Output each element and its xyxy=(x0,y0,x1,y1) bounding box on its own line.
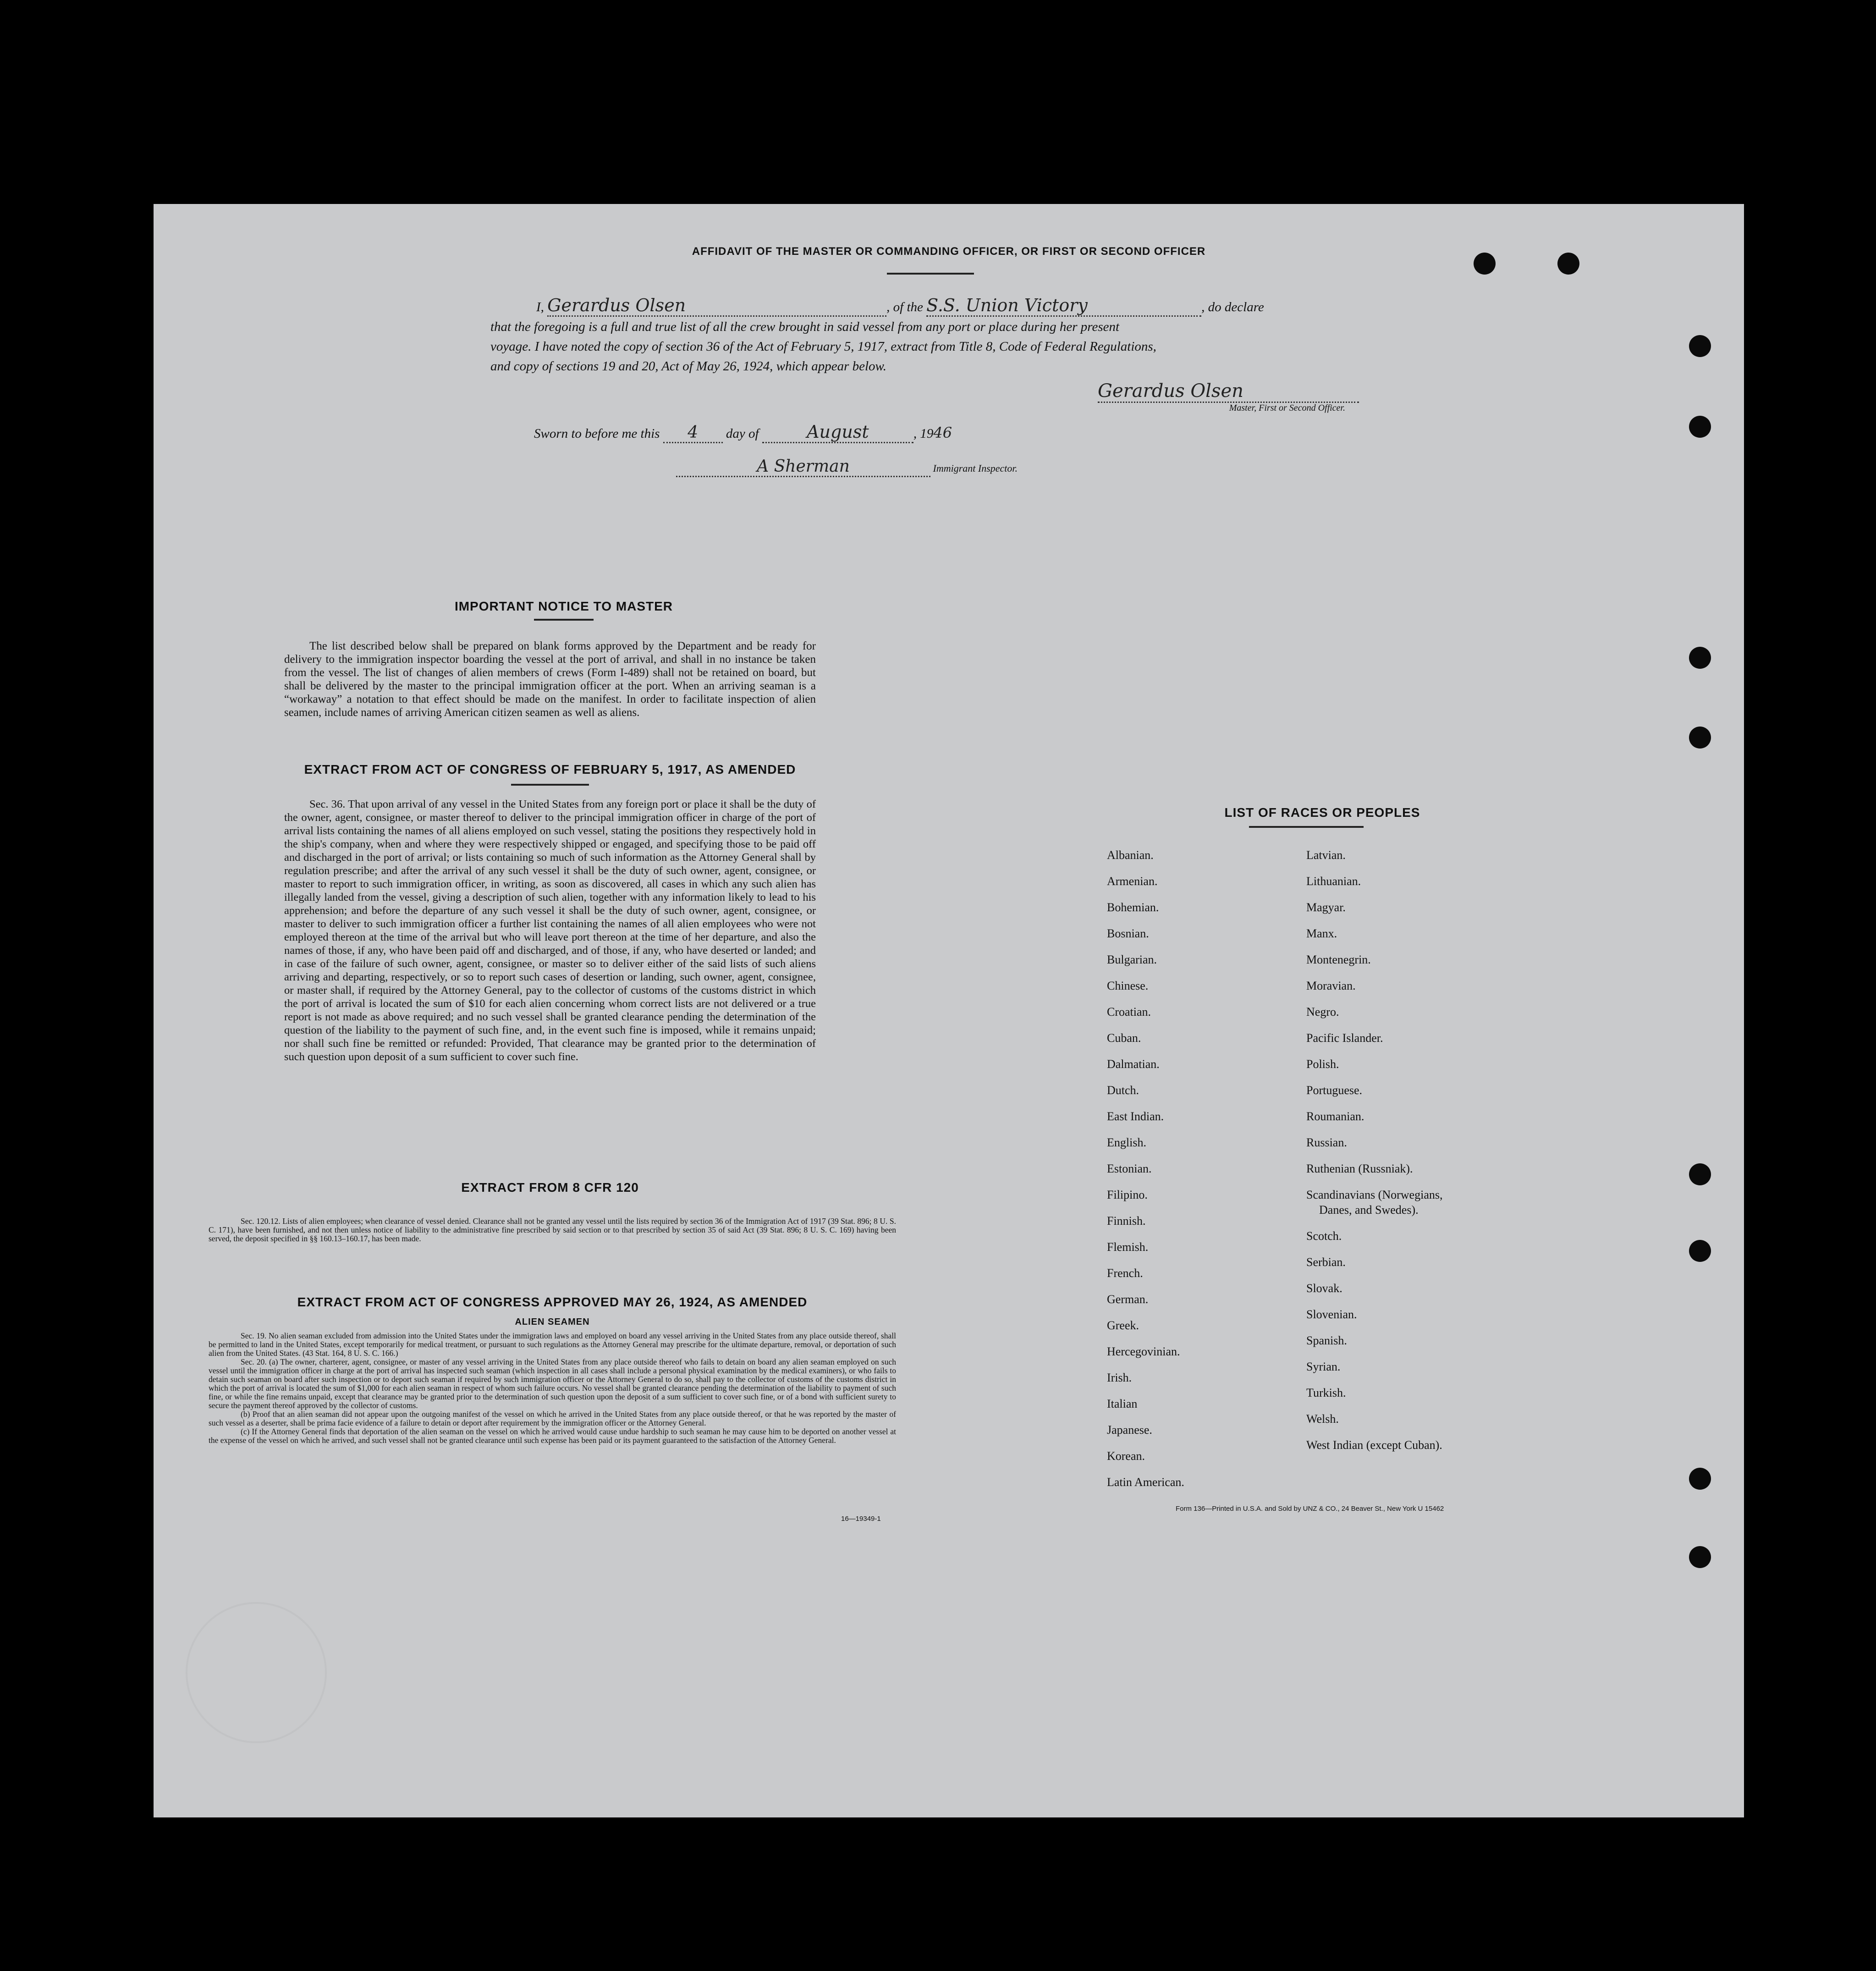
master-signature-caption: Master, First or Second Officer. xyxy=(1229,403,1345,413)
race-item: Dalmatian. xyxy=(1107,1057,1160,1071)
embossed-seal xyxy=(186,1602,327,1743)
notice-title: IMPORTANT NOTICE TO MASTER xyxy=(454,599,673,613)
races-title: LIST OF RACES OR PEOPLES xyxy=(1224,805,1420,820)
inspector-signature: A Sherman xyxy=(676,457,930,477)
affidavit-line4: and copy of sections 19 and 20, Act of May 26, 1924, which appear below. xyxy=(490,359,886,374)
sworn-pre: Sworn to before me this xyxy=(534,426,660,441)
race-item: Ruthenian (Russniak). xyxy=(1306,1162,1413,1175)
race-item: East Indian. xyxy=(1107,1110,1164,1123)
title-rule xyxy=(887,273,974,275)
punch-hole xyxy=(1689,1163,1711,1185)
sec-20b-text: (b) Proof that an alien seaman did not appear upon the outgoing manifest of the vessel on which he arrived in the United States from any place outside thereof, or that he was reported by the master of such vessel as a deserter, shall be prima facie evidence of a failure to detain or deport after requirement by the immigration officer or the Attorney General. xyxy=(209,1409,896,1427)
affidavit-line1-mid: , of the xyxy=(886,300,923,314)
sworn-mid: day of xyxy=(726,426,759,441)
sec-20a-text: Sec. 20. (a) The owner, charterer, agent, consignee, or master of any vessel arriving in the United States from any place outside thereof who fails to detain on board any alien seaman employed on such vessel until the immigration officer in charge at the port of arrival has inspected such seaman (which inspection in all cases shall include a personal physical examination by the medical examiners), or who fails to detain such seaman on board after such inspection or to deport such seaman if required by such immigration officer or the Attorney General to do so, shall pay to the collector of customs of the customs district in which the port of arrival is located the sum of $1,000 for each alien seaman in respect of whom such failure occurs. No vessel shall be granted clearance pending the determination of the liability to payment of such fine, or while the fine remains unpaid, except that clearance may be granted prior to the determination of such question upon the deposit of a sum sufficient to cover such fine, or of a bond with sufficient surety to secure the payment thereof approved by the collector of customs. xyxy=(209,1357,896,1410)
punch-hole xyxy=(1689,335,1711,357)
punch-hole xyxy=(1689,1468,1711,1490)
document-page xyxy=(154,204,1744,1817)
punch-hole xyxy=(1689,727,1711,749)
race-item: English. xyxy=(1107,1136,1146,1149)
sworn-year-prefix: , 19 xyxy=(913,426,934,441)
race-item: Manx. xyxy=(1306,927,1337,940)
race-item: Montenegrin. xyxy=(1306,953,1371,966)
race-item: Filipino. xyxy=(1107,1188,1148,1201)
race-item-line: Danes, and Swedes). xyxy=(1319,1203,1419,1217)
race-item: Latin American. xyxy=(1107,1475,1184,1489)
race-item: Moravian. xyxy=(1306,979,1356,992)
race-item: German. xyxy=(1107,1293,1149,1306)
sworn-line xyxy=(534,422,952,443)
race-item: Finnish. xyxy=(1107,1214,1146,1228)
affidavit-text xyxy=(490,296,1531,376)
extract-1917-rule xyxy=(511,784,589,786)
race-item: Chinese. xyxy=(1107,979,1149,992)
declarant-name-field xyxy=(547,296,886,317)
cfr-title: EXTRACT FROM 8 CFR 120 xyxy=(461,1180,639,1195)
sworn-day: 4 xyxy=(663,423,723,443)
extract-1917-title: EXTRACT FROM ACT OF CONGRESS OF FEBRUARY 5, 1917, AS AMENDED xyxy=(304,762,796,776)
race-item: Latvian. xyxy=(1306,848,1346,862)
master-signature: Gerardus Olsen xyxy=(1098,380,1359,403)
race-item: Bosnian. xyxy=(1107,927,1149,940)
race-item: Cuban. xyxy=(1107,1031,1141,1045)
race-item: Estonian. xyxy=(1107,1162,1152,1175)
race-item: Dutch. xyxy=(1107,1084,1139,1097)
race-item: Slovak. xyxy=(1306,1282,1342,1295)
affidavit-line2: that the foregoing is a full and true list of all the crew brought in said vessel from any port or place during her present xyxy=(490,319,1120,334)
vessel-name: S.S. Union Victory xyxy=(926,295,1088,315)
sworn-year: 46 xyxy=(933,424,952,441)
races-left-list xyxy=(1107,842,1184,1495)
punch-hole xyxy=(1689,647,1711,669)
race-item: Bohemian. xyxy=(1107,901,1159,914)
race-item: Slovenian. xyxy=(1306,1308,1357,1321)
extract-1924-text xyxy=(209,1332,896,1445)
extract-1924-title: EXTRACT FROM ACT OF CONGRESS APPROVED MAY 26, 1924, AS AMENDED xyxy=(297,1295,808,1309)
race-item: Greek. xyxy=(1107,1319,1139,1332)
affidavit-line1-post: , do declare xyxy=(1201,300,1264,314)
race-item: Flemish. xyxy=(1107,1240,1149,1254)
race-item: West Indian (except Cuban). xyxy=(1306,1438,1442,1452)
race-item: Croatian. xyxy=(1107,1005,1151,1019)
declarant-name: Gerardus Olsen xyxy=(547,295,686,315)
sworn-month: August xyxy=(762,422,913,443)
notice-rule xyxy=(534,619,594,621)
races-rule xyxy=(1249,826,1364,828)
race-item-line: Scandinavians (Norwegians, xyxy=(1306,1188,1443,1201)
race-item: Turkish. xyxy=(1306,1386,1346,1399)
race-item xyxy=(1306,1182,1442,1223)
races-right-list xyxy=(1306,842,1442,1458)
extract-1917-text: Sec. 36. That upon arrival of any vessel in the United States from any foreign port or place it shall be the duty of the owner, agent, consignee, or master thereof to deliver to the principal immigration officer in charge of the port of arrival lists containing the names of all aliens employed on such vessel, stating the positions they respectively hold in the ship's company, when and where they were respectively shipped or engaged, and specifying those to be paid off and discharged in the port of arrival; or lists containing so much of such information as the Attorney General shall by regulation prescribe; and after the arrival of any such vessel it shall be the duty of such owner, agent, consignee, or master to report to such immigration officer, in writing, as soon as discovered, all cases in which any such alien has illegally landed from the vessel, giving a description of such alien, together with any information likely to lead to his apprehension; and before the departure of any such vessel it shall be the duty of such owner, agent, consignee, or master to deliver to such immigration officer a further list containing the names of all alien employees who were not employed thereon at the time of the arrival but who will leave port thereon at the time of her departure, and also the names of those, if any, who have been paid off and discharged, and of those, if any, who have deserted or landed; and in case of the failure of such owner, agent, consignee, or master so to deliver either of the said lists of such aliens arriving and departing, respectively, or so to report such cases of desertion or landing, such owner, agent, consignee, or master shall, if required by the Attorney General, pay to the collector of customs of the customs district in which the port of arrival is located the sum of $10 for each alien concerning whom correct lists are not delivered or a true report is not made as above required; and no such vessel shall be granted clearance pending the determination of the question of the liability to the payment of such fine, and, in the event such fine is imposed, while it remains unpaid; nor shall such fine be remitted or refunded: Provided, That clearance may be granted prior to the determination of such question upon deposit of a sum sufficient to cover such fine. xyxy=(284,798,816,1063)
sec-20c-text: (c) If the Attorney General finds that deportation of the alien seaman on the vessel on which he arrived would cause undue hardship to such seaman he may cause him to be deported on another vessel at the expense of the vessel on which he arrived, and such vessel shall not be granted clearance until such expense has been paid or its payment guaranteed to the satisfaction of the Attorney General. xyxy=(209,1427,896,1445)
race-item: Portuguese. xyxy=(1306,1084,1363,1097)
race-item: Spanish. xyxy=(1306,1334,1347,1347)
inspector-caption: Immigrant Inspector. xyxy=(933,462,1018,474)
cfr-text: Sec. 120.12. Lists of alien employees; when clearance of vessel denied. Clearance shall not be granted any vessel until the lists required by section 36 of the Immigration Act of 1917 (39 Stat. 896; 8 U. S. C. 171), have been furnished, and not then unless notice of liability to the administrative fine prescribed by said section or to that prescribed by section 35 of said Act (39 Stat. 896; 8 U. S. C. 169) having been served, the deposit specified in §§ 160.13–160.17, has been made. xyxy=(209,1217,896,1243)
punch-hole xyxy=(1689,1240,1711,1262)
sec-19-text: Sec. 19. No alien seaman excluded from admission into the United States under the immigration laws and employed on board any vessel arriving in the United States from any place outside thereof, shall be permitted to land in the United States, except temporarily for medical treatment, or pursuant to such regulations as the Attorney General may prescribe for the ultimate departure, removal, or deportation of such alien from the United States. (43 Stat. 164, 8 U. S. C. 166.) xyxy=(209,1331,896,1358)
race-item: Scotch. xyxy=(1306,1229,1342,1243)
form-footer: Form 136—Printed in U.S.A. and Sold by UNZ & CO., 24 Beaver St., New York U 15462 xyxy=(1176,1505,1444,1513)
race-item: Russian. xyxy=(1306,1136,1347,1149)
print-code: 16—19349-1 xyxy=(841,1515,881,1523)
race-item: Serbian. xyxy=(1306,1255,1346,1269)
affidavit-line3: voyage. I have noted the copy of section 36 of the Act of February 5, 1917, extract from Title 8, Code of Federal Regulations, xyxy=(490,339,1156,354)
inspector-line xyxy=(676,457,1018,477)
race-item: Roumanian. xyxy=(1306,1110,1364,1123)
punch-hole xyxy=(1689,1546,1711,1568)
race-item: French. xyxy=(1107,1266,1143,1280)
race-item: Korean. xyxy=(1107,1449,1145,1463)
race-item: Hercegovinian. xyxy=(1107,1345,1180,1358)
vessel-name-field xyxy=(926,296,1201,317)
race-item: Japanese. xyxy=(1107,1423,1152,1437)
alien-seamen-subtitle: ALIEN SEAMEN xyxy=(515,1317,590,1327)
race-item: Italian xyxy=(1107,1397,1138,1410)
master-signature-block xyxy=(1098,380,1373,413)
race-item: Albanian. xyxy=(1107,848,1154,862)
race-item: Pacific Islander. xyxy=(1306,1031,1383,1045)
race-item: Syrian. xyxy=(1306,1360,1341,1373)
race-item: Polish. xyxy=(1306,1057,1339,1071)
race-item: Magyar. xyxy=(1306,901,1346,914)
race-item: Armenian. xyxy=(1107,875,1158,888)
race-item: Irish. xyxy=(1107,1371,1132,1384)
race-item: Bulgarian. xyxy=(1107,953,1157,966)
race-item: Welsh. xyxy=(1306,1412,1339,1426)
race-item: Lithuanian. xyxy=(1306,875,1361,888)
affidavit-title: AFFIDAVIT OF THE MASTER OR COMMANDING OFFICER, OR FIRST OR SECOND OFFICER xyxy=(692,245,1206,258)
affidavit-line1-pre: I, xyxy=(536,300,544,314)
notice-text: The list described below shall be prepared on blank forms approved by the Department and be ready for delivery to the immigration inspector boarding the vessel at the port of arrival, and shall in no instance be taken from the vessel. The list of changes of alien members of crews (Form I-489) shall not be retained on board, but shall be delivered by the master to the principal immigration officer at the port. When an arriving seaman is a “workaway” a notation to that effect should be made on the manifest. In order to facilitate inspection of alien seamen, include names of arriving American citizen seamen as well as aliens. xyxy=(284,640,816,719)
punch-hole xyxy=(1689,416,1711,438)
race-item: Negro. xyxy=(1306,1005,1339,1019)
